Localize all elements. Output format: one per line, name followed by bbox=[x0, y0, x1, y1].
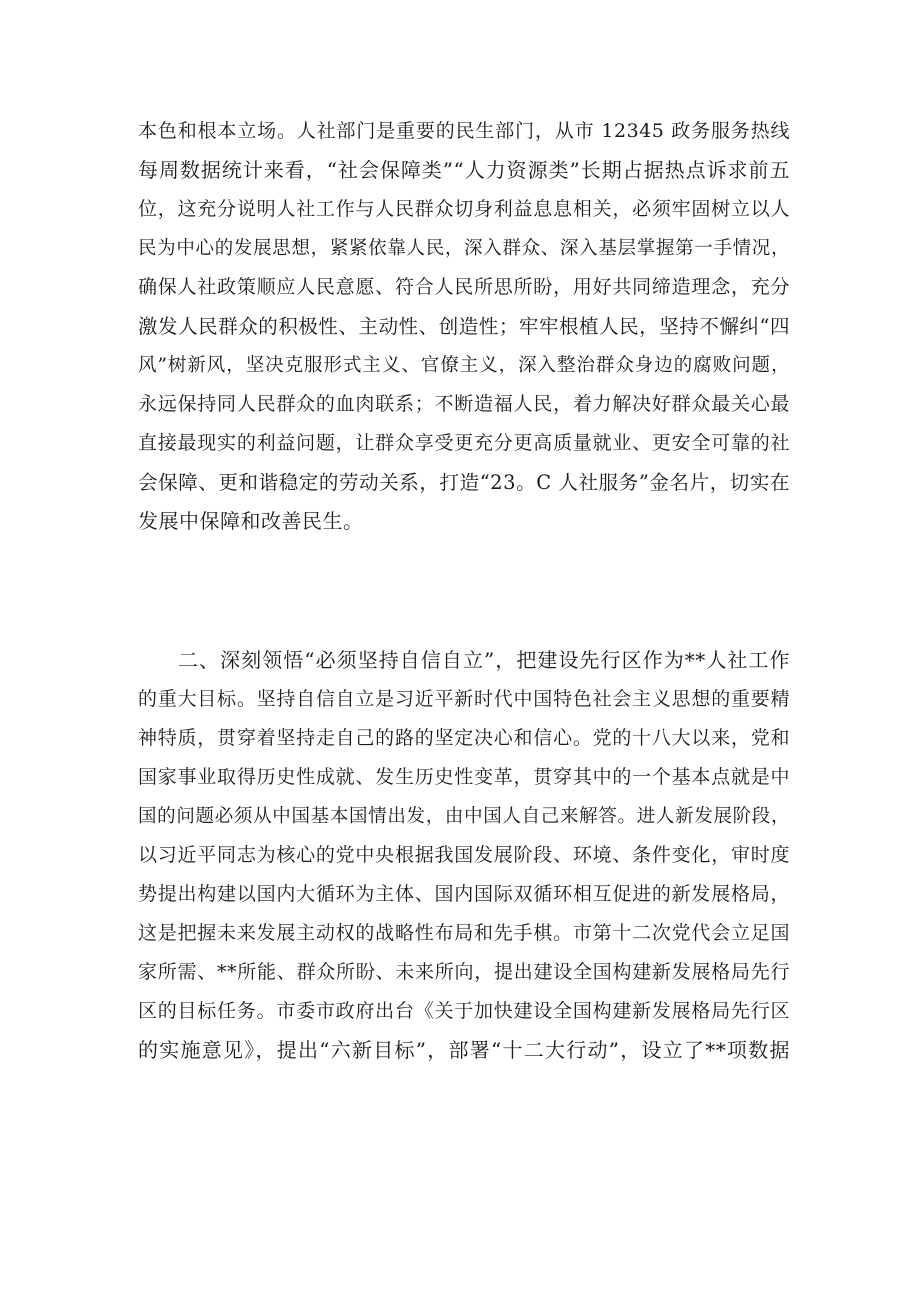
text-line: 永远保持同人民群众的血肉联系；不断造福人民，着力解决好群众最关心最 bbox=[138, 393, 790, 415]
paragraph-1 bbox=[138, 112, 790, 541]
text-line: 风”树新风，坚决克服形式主义、官僚主义，深入整治群众身边的腐败问题， bbox=[138, 355, 790, 376]
text-line: 势提出构建以国内大循环为主体、国内国际双循环相互促进的新发展格局， bbox=[138, 883, 790, 905]
text-line: 发展中保障和改善民生。 bbox=[138, 509, 364, 533]
section-heading-line: 二、深刻领悟“必须坚持自信自立”，把建设先行区作为**人社工作 bbox=[178, 648, 790, 672]
text-line: 的重大目标。坚持自信自立是习近平新时代中国特色社会主义思想的重要精 bbox=[138, 688, 790, 710]
text-line: 本色和根本立场。人社部门是重要的民生部门，从市 12345 政务服务热线 bbox=[138, 120, 790, 142]
text-line: 以习近平同志为核心的党中央根据我国发展阶段、环境、条件变化，审时度 bbox=[138, 844, 790, 866]
text-line: 直接最现实的利益问题，让群众享受更充分更高质量就业、更安全可靠的社 bbox=[138, 432, 790, 454]
text-line: 确保人社政策顺应人民意愿、符合人民所思所盼，用好共同缔造理念，充分 bbox=[138, 276, 790, 298]
text-line: 家所需、**所能、群众所盼、未来所向，提出建设全国构建新发展格局先行 bbox=[138, 961, 790, 983]
text-line: 民为中心的发展思想，紧紧依靠人民，深入群众、深入基层掌握第一手情况， bbox=[138, 238, 790, 259]
text-line: 神特质，贯穿着坚持走自己的路的坚定决心和信心。党的十八大以来，党和 bbox=[138, 727, 790, 749]
text-line: 激发人民群众的积极性、主动性、创造性；牢牢根植人民，坚持不懈纠“四 bbox=[138, 315, 790, 338]
text-line: 每周数据统计来看，“社会保障类”“人力资源类”长期占据热点诉求前五 bbox=[138, 158, 790, 182]
text-line: 国的问题必须从中国基本国情出发，由中国人自己来解答。进人新发展阶段， bbox=[138, 806, 790, 827]
paragraph-2 bbox=[138, 641, 790, 1070]
text-line: 国家事业取得历史性成就、发生历史性变革，贯穿其中的一个基本点就是中 bbox=[138, 766, 790, 788]
text-line: 位，这充分说明人社工作与人民群众切身利益息息相关，必须牢固树立以人 bbox=[138, 198, 790, 220]
text-line: 这是把握未来发展主动权的战略性布局和先手棋。市第十二次党代会立足国 bbox=[138, 922, 790, 944]
text-line: 会保障、更和谐稳定的劳动关系，打造“23。C 人社服务”金名片，切实在 bbox=[138, 471, 790, 494]
text-line: 区的目标任务。市委市政府出台《关于加快建设全国构建新发展格局先行区 bbox=[138, 1000, 790, 1022]
text-line: 的实施意见》，提出“六新目标”，部署“十二大行动”，设立了**项数据 bbox=[138, 1038, 790, 1062]
